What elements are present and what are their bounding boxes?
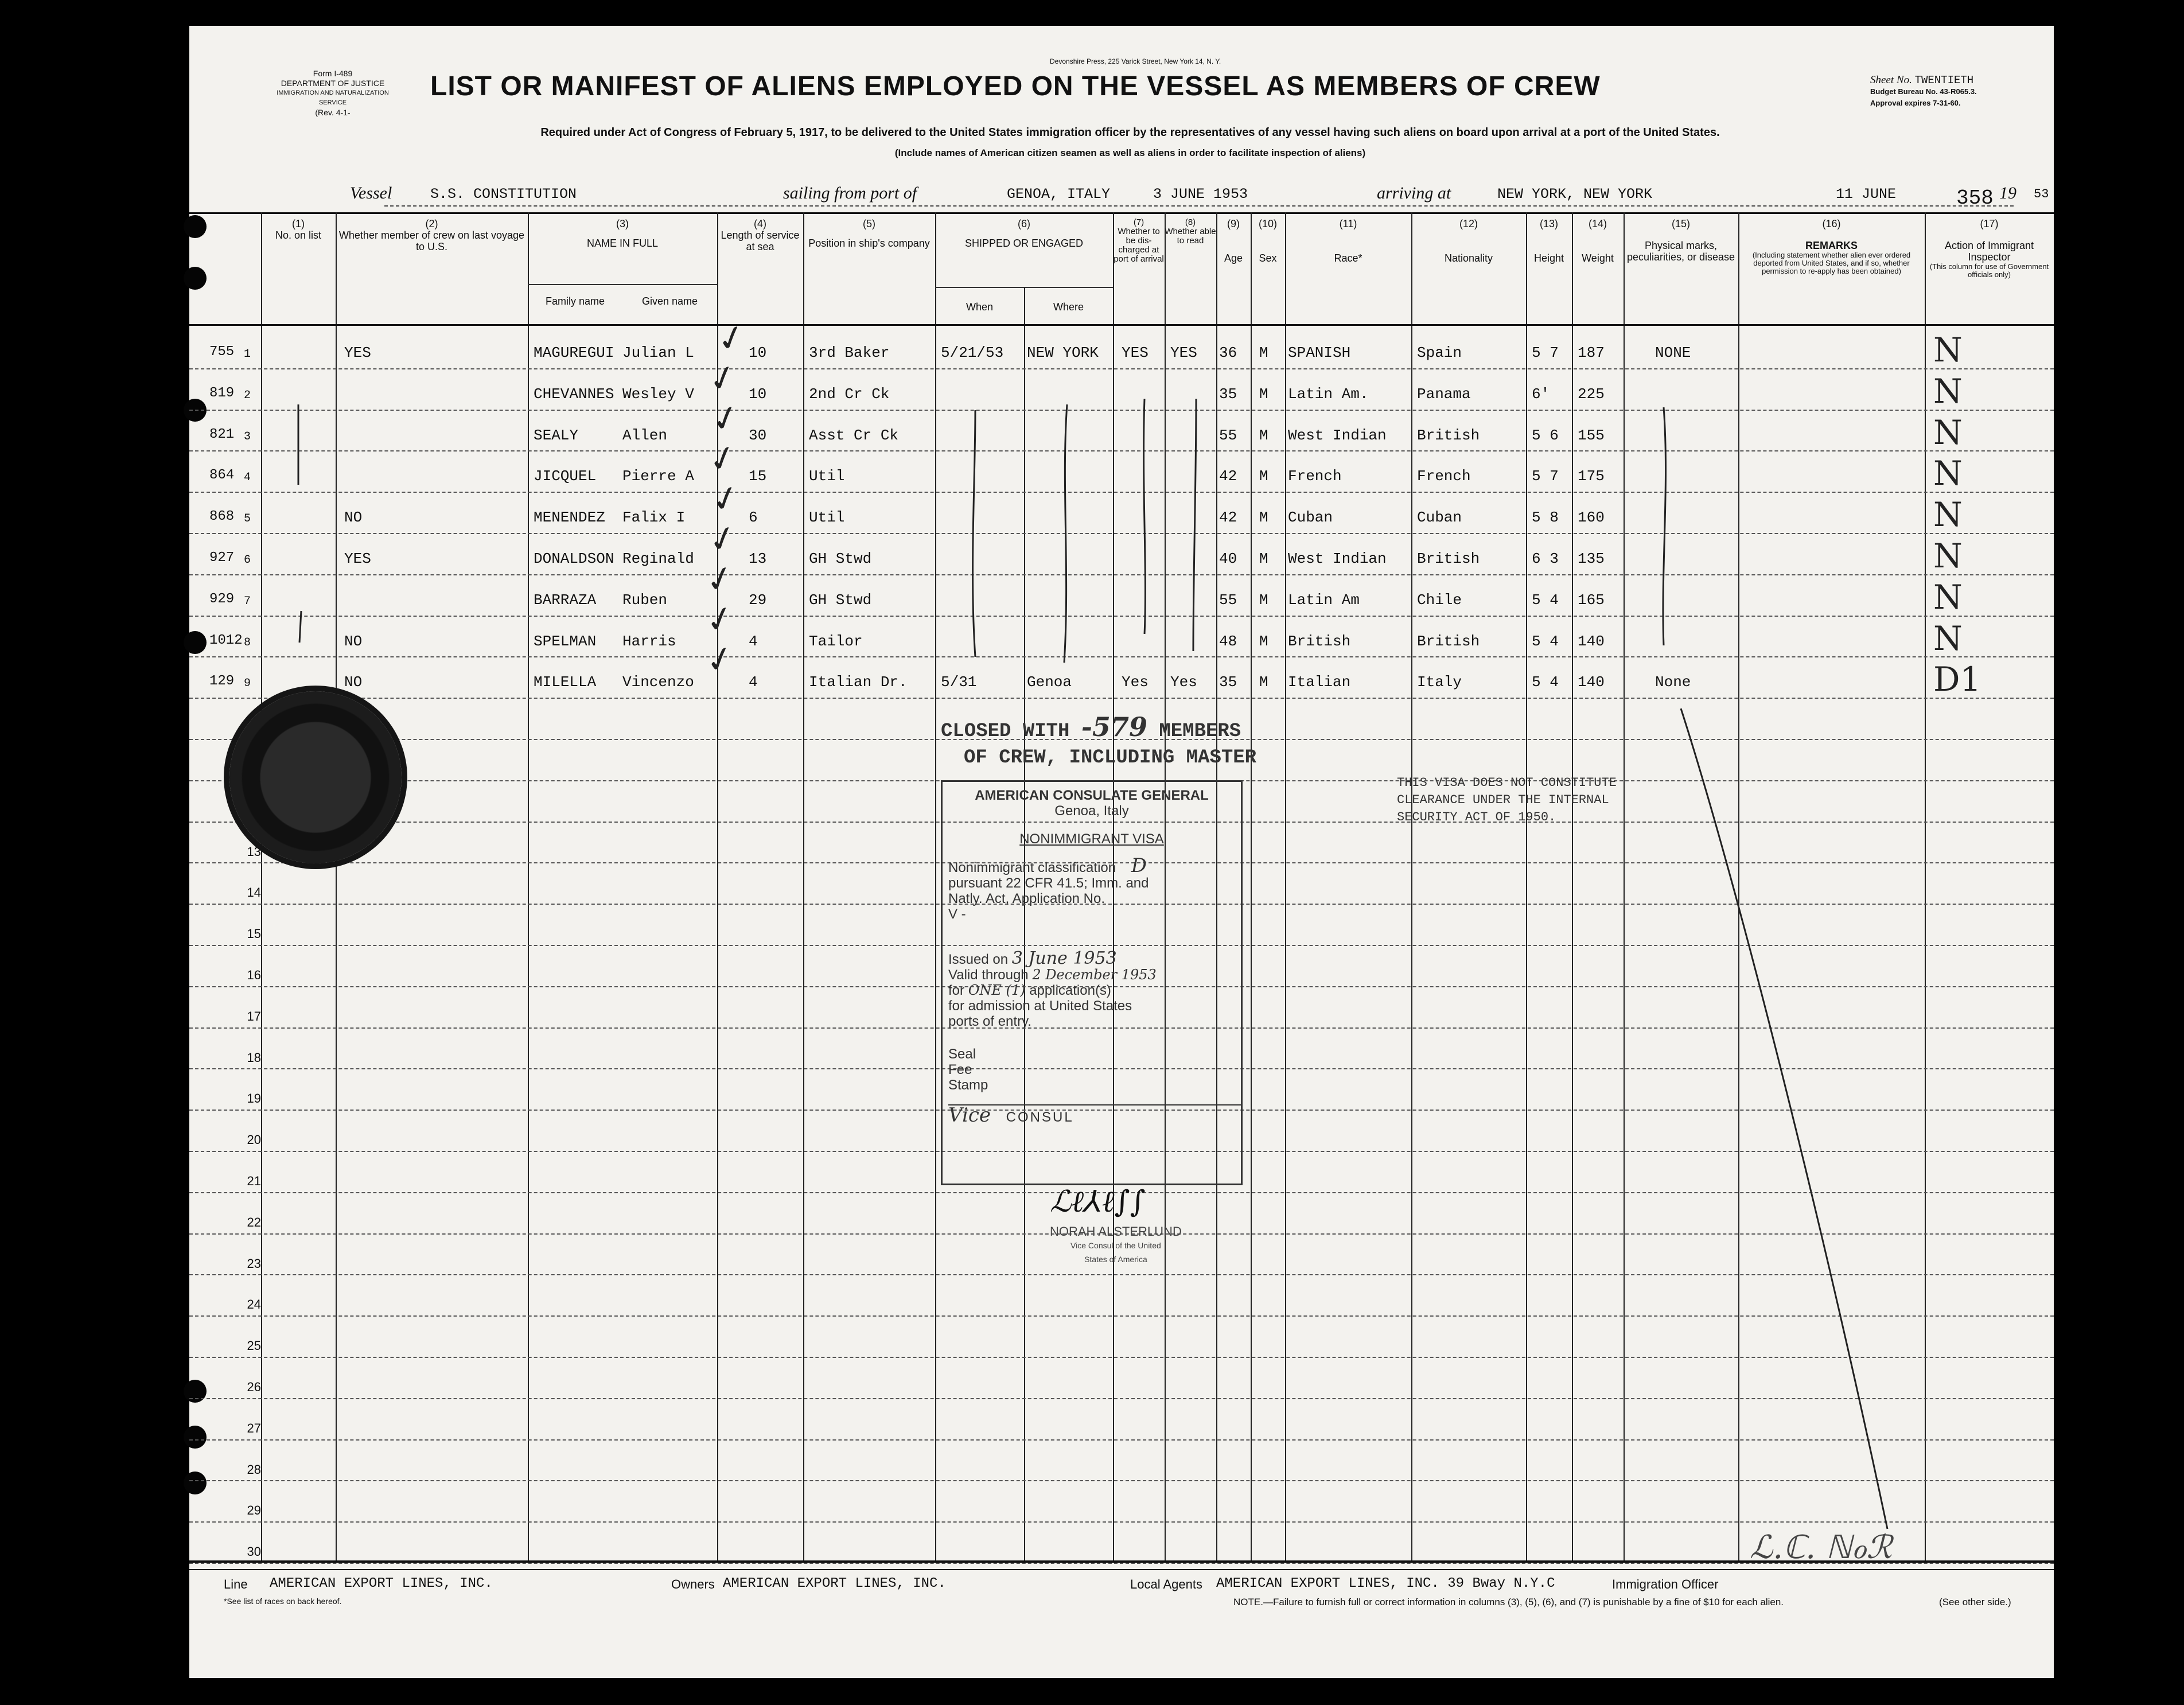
arriving-label: arriving at [1377, 184, 1451, 203]
physical-marks: None [1655, 674, 1691, 691]
inspector-action: N [1933, 495, 1963, 535]
empty-row-number: 19 [247, 1091, 261, 1106]
service-length: 30 [749, 426, 767, 444]
race: Latin Am [1288, 591, 1360, 609]
given-name: Allen [622, 426, 668, 444]
position: GH Stwd [809, 550, 872, 567]
row-number: 6 [244, 554, 251, 567]
discharged: Yes [1122, 674, 1149, 691]
inspector-action: N [1933, 577, 1963, 617]
col-10-header: (10) Sex [1258, 218, 1277, 264]
weight: 135 [1578, 550, 1605, 567]
race: Cuban [1288, 509, 1333, 527]
family-name: MAGUREGUI [534, 344, 614, 361]
weight: 155 [1578, 426, 1605, 444]
application-count: ONE (1) [968, 982, 1026, 998]
nationality: Italy [1417, 674, 1462, 691]
empty-row-number: 18 [247, 1050, 261, 1065]
col-13-header: (13) Height [1533, 218, 1564, 264]
inspector-action: N [1933, 454, 1963, 493]
form-number: Form I-489 [313, 69, 353, 78]
family-name: BARRAZA [534, 591, 597, 609]
race: Italian [1288, 674, 1351, 691]
age: 55 [1219, 426, 1237, 444]
consul-name-block: NORAH ALSTERLUND Vice Consul of the United States of America [1050, 1224, 1182, 1264]
age: 40 [1219, 550, 1237, 567]
height: 5 4 [1532, 674, 1559, 691]
height: 5 7 [1532, 468, 1559, 485]
revision: (Rev. 4-1- [315, 108, 351, 117]
document-title: LIST OR MANIFEST OF ALIENS EMPLOYED ON THE VESSEL AS MEMBERS OF CREW [430, 71, 1601, 102]
empty-row-number: 28 [247, 1462, 261, 1477]
crew-ref-number: 755 [209, 344, 235, 360]
col-4-header: (4) Length of service at sea [721, 218, 800, 252]
closed-crew-count: -579 [1081, 711, 1147, 742]
empty-row-number: 16 [247, 968, 261, 982]
year-prefix: 19 [1999, 184, 2016, 203]
given-name: Julian L [622, 344, 694, 361]
budget-number: Budget Bureau No. 43-R065.3. [1870, 87, 1977, 96]
col-12-header: (12) Nationality [1444, 218, 1493, 264]
manifest-sheet [189, 26, 2054, 1678]
crew-ref-number: 819 [209, 385, 235, 401]
crew-ref-number: 1012 [209, 632, 243, 648]
given-name: Pierre A [622, 468, 694, 485]
shipped-when: 5/31 [941, 674, 977, 691]
empty-row-number: 26 [247, 1380, 261, 1394]
row-number: 1 [244, 348, 251, 361]
col-7-header: (7) Whether to be dis-charged at port of arrival [1114, 217, 1164, 264]
given-name: Harris [622, 632, 676, 650]
empty-row-number: 24 [247, 1297, 261, 1312]
prev-voyage: YES [344, 550, 371, 567]
race: West Indian [1288, 550, 1387, 567]
empty-row-number: 17 [247, 1009, 261, 1023]
prev-voyage: NO [344, 632, 363, 650]
security-stamp: THIS VISA DOES NOT CONSTITUTE CLEARANCE UNDER THE INTERNAL SECURITY ACT OF 1950. [1397, 776, 1617, 824]
check-mark: ✓ [707, 396, 745, 441]
line-name: AMERICAN EXPORT LINES, INC. [270, 1576, 493, 1591]
col-8-header: (8) Whether able to read [1165, 217, 1216, 246]
service-length: 13 [749, 550, 767, 567]
nationality: Cuban [1417, 509, 1462, 527]
able-to-read: YES [1170, 344, 1197, 361]
consular-seal [229, 691, 402, 863]
family-name: CHEVANNES [534, 385, 614, 403]
race: West Indian [1288, 426, 1387, 444]
crew-ref-number: 821 [209, 426, 235, 442]
closed-stamp: CLOSED WITH -579 MEMBERS OF CREW, INCLUDING MASTER [941, 711, 1257, 769]
crew-ref-number: 929 [209, 591, 235, 607]
empty-row-number: 29 [247, 1503, 261, 1518]
sex: M [1259, 385, 1268, 403]
service-length: 29 [749, 591, 767, 609]
service-length: 15 [749, 468, 767, 485]
given-name: Falix I [622, 509, 686, 527]
vessel-name: S.S. CONSTITUTION [430, 186, 577, 203]
check-mark: ✓ [707, 477, 745, 521]
family-name: MILELLA [534, 674, 597, 691]
inspector-action: N [1933, 412, 1963, 452]
service-length: 10 [749, 385, 767, 403]
check-mark: ✓ [701, 637, 739, 682]
given-name: Reginald [622, 550, 694, 567]
empty-row-number: 15 [247, 927, 261, 941]
inspector-action: N [1933, 536, 1963, 575]
empty-row-number: 23 [247, 1256, 261, 1271]
family-name: SEALY [534, 426, 579, 444]
age: 36 [1219, 344, 1237, 361]
shipped-where: NEW YORK [1027, 344, 1099, 361]
col-17-header: (17) Action of Immigrant Inspector (This column for use of Government officials only) [1929, 218, 2049, 279]
weight: 165 [1578, 591, 1605, 609]
given-name-subheader: Given name [641, 295, 698, 307]
sex: M [1259, 509, 1268, 527]
col-5-header: (5) Position in ship's company [808, 218, 930, 249]
age: 42 [1219, 468, 1237, 485]
empty-row-number: 30 [247, 1544, 261, 1559]
visa-stamp: AMERICAN CONSULATE GENERAL Genoa, Italy NONIMMIGRANT VISA Nonimmigrant classification D pursuant 22 CFR 41.5; Imm. and Natly. Act, Application No. V - Issued on 3 June 1953 Valid through 2 December 1953 for ONE (1) application(s) for admission at United States ports of entry. Seal Fee Stamp Vice CONSUL [941, 780, 1243, 1185]
page-number: 358 [1956, 186, 1994, 210]
empty-row-number: 27 [247, 1420, 261, 1435]
empty-row-number: 13 [247, 844, 261, 859]
weight: 187 [1578, 344, 1605, 361]
footer: Line AMERICAN EXPORT LINES, INC. Owners AMERICAN EXPORT LINES, INC. Local Agents AMERICAN EXPORT LINES, INC. 39 Bway N.Y.C Immigration Officer *See list of races on back hereof. NOTE.—Failure to furnish full or correct information in columns (3), (5), (6), and (7) is punishable by a fine of $10 for each alien. (See other side.) [224, 1576, 2011, 1607]
visa-type: NONIMMIGRANT VISA [1019, 831, 1164, 847]
family-name: MENENDEZ [534, 509, 605, 527]
sailing-label: sailing from port of [783, 184, 917, 203]
age: 35 [1219, 385, 1237, 403]
nationality: British [1417, 632, 1480, 650]
valid-date: 2 December 1953 [1032, 967, 1157, 983]
height: 5 4 [1532, 632, 1559, 650]
empty-row-number: 14 [247, 885, 261, 900]
nationality: British [1417, 550, 1480, 567]
family-name: JICQUEL [534, 468, 597, 485]
age: 55 [1219, 591, 1237, 609]
empty-row-number: 20 [247, 1132, 261, 1147]
family-name: DONALDSON [534, 550, 614, 567]
port-from: GENOA, ITALY [1007, 186, 1111, 203]
sex: M [1259, 344, 1268, 361]
race: British [1288, 632, 1351, 650]
height: 6 3 [1532, 550, 1559, 567]
col-6-header: (6) SHIPPED OR ENGAGED [964, 218, 1084, 249]
row-number: 3 [244, 430, 251, 443]
sex: M [1259, 674, 1268, 691]
check-mark: ✓ [701, 557, 739, 602]
service-length: 4 [749, 674, 758, 691]
position: 2nd Cr Ck [809, 385, 890, 403]
when-subheader: When [966, 301, 994, 313]
position: Util [809, 509, 845, 527]
family-name: SPELMAN [534, 632, 597, 650]
empty-row-number: 25 [247, 1338, 261, 1353]
shipped-when: 5/21/53 [941, 344, 1004, 361]
consul-signature: ℒℓ⅄ℓ∫∫ [1050, 1185, 1146, 1219]
race: French [1288, 468, 1342, 485]
row-number: 7 [244, 594, 251, 608]
where-subheader: Where [1053, 301, 1084, 313]
sheet-label: Sheet No. [1870, 74, 1912, 86]
inspector-signature: ℒ.ℂ. ℕℴℛ [1750, 1529, 1893, 1566]
weight: 225 [1578, 385, 1605, 403]
empty-row-number: 22 [247, 1214, 261, 1229]
check-mark: ✓ [713, 316, 750, 361]
weight: 175 [1578, 468, 1605, 485]
crew-ref-number: 868 [209, 509, 235, 525]
inspector-action: N [1933, 371, 1963, 411]
col-16-header: (16) REMARKS (Including statement whether alien ever ordered deported from United States, and if so, whether permission to re-apply has been obtained) [1752, 218, 1911, 275]
year: 53 [2034, 187, 2049, 201]
agents-name: AMERICAN EXPORT LINES, INC. 39 Bway N.Y.C [1216, 1576, 1555, 1591]
weight: 140 [1578, 674, 1605, 691]
col-14-header: (14) Weight [1582, 218, 1614, 264]
row-number: 5 [244, 512, 251, 526]
row-number: 4 [244, 471, 251, 485]
height: 5 6 [1532, 426, 1559, 444]
nationality: French [1417, 468, 1471, 485]
service-length: 4 [749, 632, 758, 650]
age: 42 [1219, 509, 1237, 527]
weight: 140 [1578, 632, 1605, 650]
issued-date: 3 June 1953 [1011, 948, 1117, 968]
race: SPANISH [1288, 344, 1351, 361]
race: Latin Am. [1288, 385, 1369, 403]
inspector-action: D1 [1933, 660, 1981, 699]
inspector-action: N [1933, 330, 1963, 369]
document-subtitle: Required under Act of Congress of February 5, 1917, to be delivered to the United States immigration officer by the representatives of any vessel having such aliens on board upon arrival at a port of the United States. [540, 126, 1720, 139]
row-number: 8 [244, 636, 251, 649]
row-number: 2 [244, 388, 251, 402]
crew-ref-number: 864 [209, 468, 235, 484]
sex: M [1259, 591, 1268, 609]
position: 3rd Baker [809, 344, 890, 361]
empty-row-number: 21 [247, 1174, 261, 1188]
port-to: NEW YORK, NEW YORK [1497, 186, 1653, 203]
position: GH Stwd [809, 591, 872, 609]
able-to-read: Yes [1170, 674, 1197, 691]
row-number: 9 [244, 677, 251, 691]
position: Util [809, 468, 845, 485]
document-note: (Include names of American citizen seamen as well as aliens in order to facilitate inspection of aliens) [894, 147, 1366, 158]
family-name-subheader: Family name [545, 295, 605, 307]
sex: M [1259, 632, 1268, 650]
given-name: Ruben [622, 591, 668, 609]
shipped-where: Genoa [1027, 674, 1072, 691]
height: 5 7 [1532, 344, 1559, 361]
department: DEPARTMENT OF JUSTICE [281, 79, 385, 88]
crew-ref-number: 927 [209, 550, 235, 566]
sex: M [1259, 550, 1268, 567]
arrive-date: 11 JUNE [1836, 186, 1897, 203]
col-3-header: (3) NAME IN FULL [586, 218, 659, 249]
weight: 160 [1578, 509, 1605, 527]
position: Asst Cr Ck [809, 426, 899, 444]
crew-ref-number: 129 [209, 674, 235, 690]
sail-date: 3 JUNE 1953 [1153, 186, 1248, 203]
height: 6' [1532, 385, 1550, 403]
nationality: Panama [1417, 385, 1471, 403]
consulate-city: Genoa, Italy [1054, 803, 1129, 819]
col-15-header: (15) Physical marks, peculiarities, or disease [1626, 218, 1735, 263]
given-name: Vincenzo [622, 674, 694, 691]
physical-marks: NONE [1655, 344, 1691, 361]
printer-line: Devonshire Press, 225 Varick Street, New York 14, N. Y. [1050, 57, 1221, 65]
consulate-name: AMERICAN CONSULATE GENERAL [975, 788, 1209, 803]
age: 35 [1219, 674, 1237, 691]
col-2-header: (2) Whether member of crew on last voyage to U.S. [338, 218, 525, 252]
inspector-action: N [1933, 618, 1963, 658]
check-mark: ✓ [704, 437, 742, 481]
check-mark: ✓ [704, 356, 742, 401]
discharged: YES [1122, 344, 1149, 361]
position: Italian Dr. [809, 674, 908, 691]
sex: M [1259, 426, 1268, 444]
service-name: IMMIGRATION AND NATURALIZATION SERVICE [277, 89, 389, 106]
sheet-number: TWENTIETH [1914, 74, 1974, 87]
service-length: 6 [749, 509, 758, 527]
prev-voyage: NO [344, 509, 363, 527]
sex: M [1259, 468, 1268, 485]
check-mark: ✓ [704, 517, 742, 562]
col-1-header: (1) No. on list [275, 218, 322, 241]
age: 48 [1219, 632, 1237, 650]
position: Tailor [809, 632, 863, 650]
prev-voyage: YES [344, 344, 371, 361]
prev-voyage: NO [344, 674, 363, 691]
vessel-label: Vessel [350, 184, 392, 203]
owners-name: AMERICAN EXPORT LINES, INC. [723, 1576, 946, 1591]
nationality: British [1417, 426, 1480, 444]
visa-class: D [1131, 854, 1147, 877]
height: 5 4 [1532, 591, 1559, 609]
col-9-header: (9) Age [1224, 218, 1243, 264]
nationality: Spain [1417, 344, 1462, 361]
nationality: Chile [1417, 591, 1462, 609]
height: 5 8 [1532, 509, 1559, 527]
given-name: Wesley V [622, 385, 694, 403]
footer-note: NOTE.—Failure to furnish full or correct information in columns (3), (5), (6), and (7) is punishable by a fine of $10 for each alien. [1233, 1597, 1784, 1607]
service-length: 10 [749, 344, 767, 361]
col-11-header: (11) Race* [1334, 218, 1362, 264]
check-mark: ✓ [701, 597, 739, 642]
approval-expires: Approval expires 7-31-60. [1870, 99, 1961, 107]
